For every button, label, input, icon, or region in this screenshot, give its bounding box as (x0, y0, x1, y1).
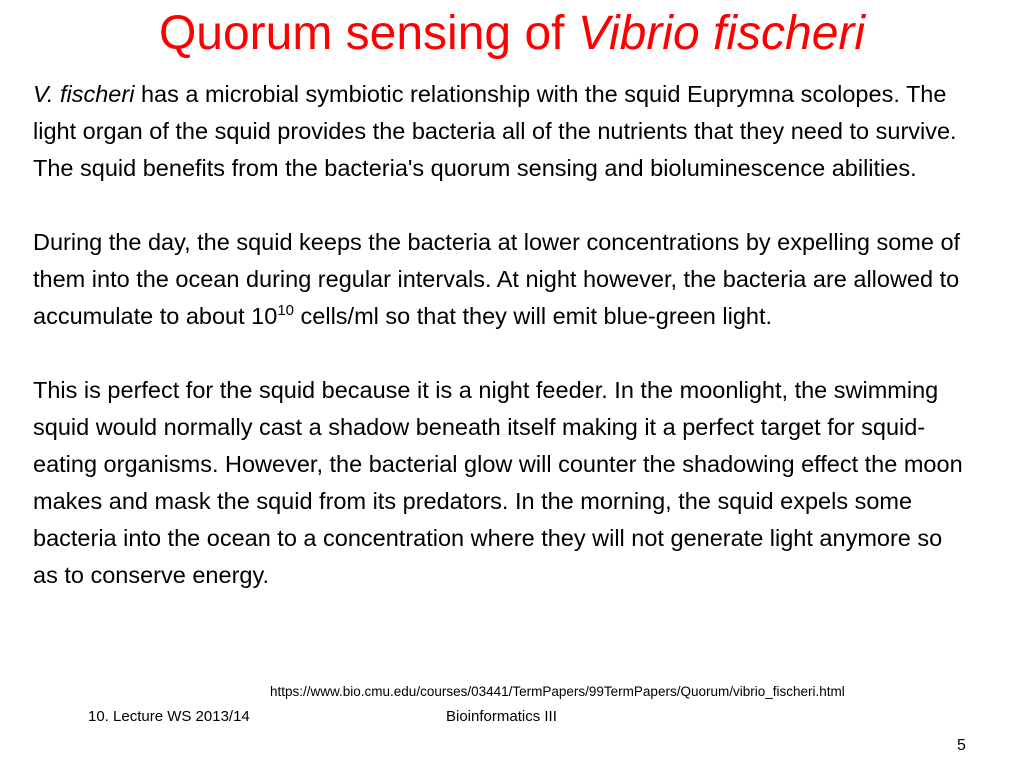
paragraph-3 (33, 372, 968, 594)
paragraph-3-text: This is perfect for the squid because it is a night feeder. In the moonlight, the swimming squid would normally cast a shadow beneath itself making it a perfect target for squid-eating organisms. However, the bacterial glow will counter the shadowing effect the moon makes and mask the squid from its predators. In the morning, the squid expels some bacteria into the ocean to a concentration where they will not generate light anymore so as to conserve energy. (33, 377, 963, 588)
exponent: 10 (277, 302, 294, 319)
title-prefix: Quorum sensing of (158, 7, 578, 60)
slide-body (33, 76, 968, 594)
title-italic: Vibrio fischeri (577, 7, 866, 60)
page-number: 5 (957, 737, 966, 754)
slide-title (0, 4, 1024, 64)
species-name: V. fischeri (33, 81, 135, 107)
paragraph-2-text-before: During the day, the squid keeps the bacteria at lower concentrations by expelling some of them into the ocean during regular intervals. At night however, the bacteria are allowed to accumulate to about 10 (33, 229, 961, 329)
footer-lecture: 10. Lecture WS 2013/14 (88, 708, 250, 725)
paragraph-2-text-after: cells/ml so that they will emit blue-green light. (294, 303, 773, 329)
source-citation: https://www.bio.cmu.edu/courses/03441/TermPapers/99TermPapers/Quorum/vibrio_fischeri.html (270, 684, 845, 699)
paragraph-1-text: has a microbial symbiotic relationship with the squid Euprymna scolopes. The light organ of the squid provides the bacteria all of the nutrients that they need to survive. The squid benefits from the bacteria's quorum sensing and bioluminescence abilities. (33, 81, 957, 181)
paragraph-2 (33, 224, 968, 335)
paragraph-1 (33, 76, 968, 187)
footer-course: Bioinformatics III (446, 708, 557, 725)
